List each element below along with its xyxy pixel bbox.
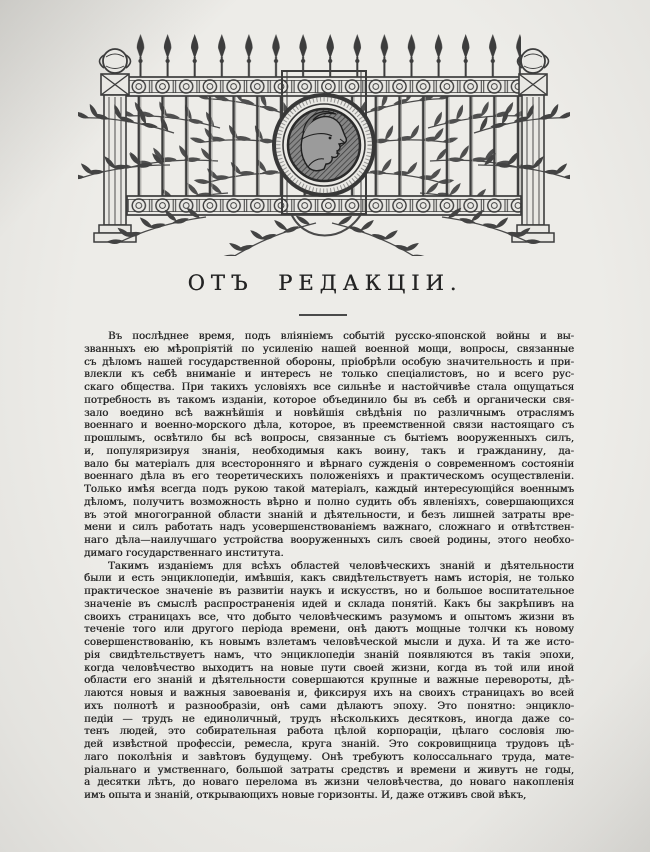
text-line: когда человѣчество выходитъ на новые пути своей жизни, когда въ той или иной xyxy=(84,662,574,674)
text-line: военнаго дѣла въ его теоретическихъ положеніяхъ и практическомъ осуществленіи. xyxy=(84,471,574,483)
title-divider xyxy=(299,314,347,316)
text-line: Въ послѣднее время, подъ вліяніемъ событій русско-японской войны и вы- xyxy=(108,331,574,342)
text-line: скаго общества. При такихъ условіяхъ все сильнѣе и настойчивѣе стала ощущаться xyxy=(84,382,574,393)
text-line: тенъ людей, это собирательная работа цѣлой корпораціи, цѣлаго сословія лю- xyxy=(84,726,574,738)
paragraph-1 xyxy=(84,331,574,561)
text-line: практическое значеніе въ развитіи наукъ и искусствъ, но и большое воспитательное xyxy=(84,586,574,597)
text-line: мени и силъ работать надъ усовершенствованіемъ важнаго, сложнаго и отвѣтствен- xyxy=(84,522,574,534)
text-line: наго дѣла—наилучшаго устройства вооруженныхъ силъ своей родины, этого необхо- xyxy=(84,535,574,546)
text-line: дѣломъ, получитъ возможность вѣрно и полно судить объ явленіяхъ, совершающихся xyxy=(84,496,574,508)
text-line: димаго государственнаго института. xyxy=(84,547,284,559)
text-line: дей извѣстной профессіи, ремесла, круга знаній. Это сокровищница трудовъ цѣ- xyxy=(84,739,574,750)
text-line: области его знаній и дѣятельности совершаются крупные и важные перевороты, дѣ- xyxy=(84,675,574,687)
text-line: въ этой многогранной области знаній и дѣятельности, и безъ лишней затраты вре- xyxy=(84,509,574,521)
text-line: ихъ полнотѣ и разнообразіи, онѣ сами дѣлаютъ эпоху. Это понятно: энцикло- xyxy=(84,700,574,712)
text-line: лаго поколѣнія и завѣтовъ будущему. Онѣ требуютъ колоссальнаго труда, мате- xyxy=(84,751,574,763)
text-line: лаются новыя и важныя завоеванія и, фиксируя ихъ на своихъ страницахъ во всей xyxy=(84,688,574,699)
text-line: прошлымъ, освѣтило бы всѣ вопросы, связанные съ бытіемъ вооруженныхъ силъ, xyxy=(84,433,574,444)
text-line: званныхъ ею мѣропріятій по усиленію нашей военной мощи, вопросы, связанные xyxy=(84,343,574,355)
body-text xyxy=(84,331,574,803)
text-line: рія свидѣтельствуетъ намъ, что энциклопедіи знаній появляются въ такія эпохи, xyxy=(84,649,574,661)
text-line: съ дѣломъ нашей государственной обороны, пріобрѣли особую значительность и при- xyxy=(84,356,574,368)
text-line: своихъ страницахъ все, что добыто человѣческимъ разумомъ и опытомъ жизни въ xyxy=(84,611,574,623)
page-title: ОТЪ РЕДАКЦІИ. xyxy=(187,271,463,295)
text-line: влекли къ себѣ вниманіе и интересъ не только спеціалистовъ, но и всего рус- xyxy=(84,369,574,381)
text-line: Такимъ изданіемъ для всѣхъ областей человѣческихъ знаній и дѣятельности xyxy=(108,560,574,572)
text-line: и, популяризируя знанія, необходимыя какъ воину, такъ и гражданину, да- xyxy=(84,445,574,457)
text-line: военнаго и военно-морского дѣла, которое, въ преемственной связи настоящаго съ xyxy=(84,420,574,432)
text-line: зало воедино всѣ важнѣйшія и новѣйшія свѣдѣнія по различнымъ отраслямъ xyxy=(84,407,574,419)
text-line: вало бы матеріалъ для всесторонняго и вѣрнаго сужденія о современномъ состояніи xyxy=(84,458,574,470)
text-line: имъ опыта и знаній, открывающихъ новые горизонты. И, даже отживъ свой вѣкъ, xyxy=(84,790,527,801)
text-line: были и есть энциклопедіи, имѣвшія, какъ свидѣтельствуетъ намъ исторія, не только xyxy=(84,573,574,585)
text-line: совершенствованію, къ новымъ взлетамъ человѣческой мысли и духа. И та же исто- xyxy=(84,637,574,648)
text-line: теченіе того или другого періода времени, онѣ даютъ мощные толчки къ новому xyxy=(84,624,574,636)
text-line: а десятки лѣтъ, до новаго перелома въ жизни человѣчества, до новаго накопленія xyxy=(84,777,574,789)
text-line: значеніе въ смыслѣ распространенія идей и склада понятій. Какъ бы закрѣпивъ на xyxy=(84,598,574,610)
headpiece-engraving xyxy=(78,33,570,256)
paragraph-2 xyxy=(84,561,574,803)
text-line: Только имѣя всегда подъ рукою такой матеріалъ, каждый интересующійся военнымъ xyxy=(84,484,574,495)
text-line: потребность въ такомъ изданіи, которое объединило бы въ себѣ и органически свя- xyxy=(84,394,574,406)
text-line: педіи — трудъ не единоличный, трудъ нѣсколькихъ десятковъ, иногда даже со- xyxy=(84,713,574,725)
text-line: ріальнаго и умственнаго, большой затраты средствъ и времени и живутъ не годы, xyxy=(84,764,574,776)
